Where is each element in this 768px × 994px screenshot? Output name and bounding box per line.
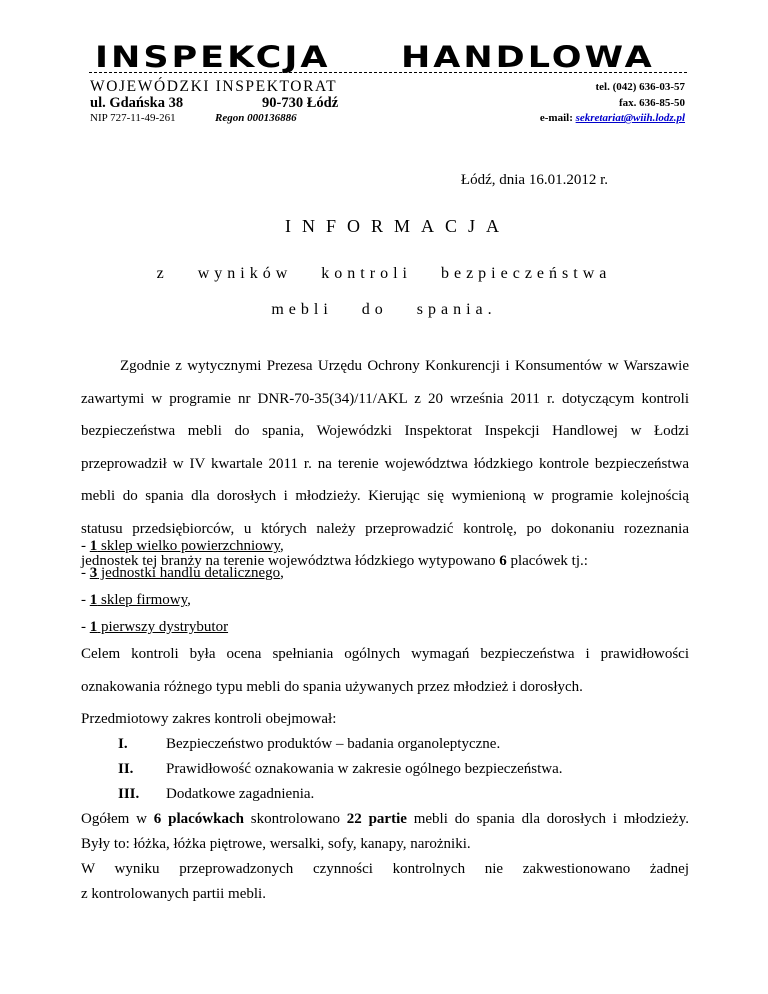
scope-numeral: III. (118, 786, 140, 802)
logo-word-inspekcja: INSPEKCJA (95, 40, 331, 75)
date-line: Łódź, dnia 16.01.2012 r. (460, 172, 608, 188)
scope-item-text: Dodatkowe zagadnienia. (166, 786, 315, 802)
outlet-item: - 1 sklep wielko powierzchniowy, (81, 538, 284, 554)
summary-outlets: 6 placówkach (153, 811, 244, 827)
nip-number: NIP 727-11-49-261 (90, 112, 176, 124)
email-link[interactable]: sekretariat@wiih.lodz.pl (575, 112, 685, 124)
telephone: tel. (042) 636-03-57 (595, 81, 685, 93)
purpose-line-1: Celem kontroli była ocena spełniania ogólnych wymagań bezpieczeństwa i prawidłowości (81, 646, 689, 662)
scope-numeral: II. (118, 761, 134, 777)
intro-text: Zgodnie z wytycznymi Prezesa Urzędu Ochrony Konkurencji i Konsumentów w Warszawie zawartymi w programie nr DNR-70-35(34)/11/AKL z 20 września 2011 r. dotyczącym kontroli bezpieczeństwa mebli do spania, Wojewódzki Inspektorat Inspekcji Handlowej w Łodzi przeprowadził w IV kwartale 2011 r. na terenie województwa łódzkiego kontrole bezpieczeństwa mebli do spania dla dorosłych i młodzieży. Kierując się wymienioną w programie kolejnością statusu przedsiębiorców, u których należy przeprowadzić kontrolę, po dokonaniu rozeznania jednostek tej branży na terenie województwa łódzkiego wytypowano (81, 358, 689, 569)
postal-city: 90-730 Łódź (262, 95, 339, 111)
purpose-line-2: oznakowania różnego typu mebli do spania używanych przez młodzież i dorosłych. (81, 679, 583, 695)
summary-line: Ogółem w 6 placówkach skontrolowano 22 partie mebli do spania dla dorosłych i młodzieży. (81, 811, 689, 827)
fax: fax. 636-85-50 (619, 97, 685, 109)
scope-item-text: Prawidłowość oznakowania w zakresie ogólnego bezpieczeństwa. (166, 761, 563, 777)
scope-item-text: Bezpieczeństwo produktów – badania organoleptyczne. (166, 736, 501, 752)
summary-batches: 22 partie (346, 811, 407, 827)
email-label: e-mail: (539, 112, 573, 124)
logo-word-handlowa: HANDLOWA (401, 40, 655, 75)
outlet-item: - 1 pierwszy dystrybutor (81, 619, 229, 635)
scope-numeral: I. (118, 736, 128, 752)
institution-name: WOJEWÓDZKI INSPEKTORAT (90, 78, 338, 95)
intro-text-end: placówek tj.: (506, 553, 588, 569)
street-address: ul. Gdańska 38 (90, 95, 184, 111)
subtitle-line-2: mebli do spania. (271, 301, 497, 318)
scope-intro: Przedmiotowy zakres kontroli obejmował: (81, 711, 337, 727)
furniture-types-line: Były to: łóżka, łóżka piętrowe, wersalki, sofy, kanapy, narożniki. (81, 836, 471, 852)
document-title: INFORMACJA (285, 216, 511, 236)
subtitle-line-1: z wyników kontroli bezpieczeństwa (156, 265, 612, 282)
result-line-1: W wyniku przeprowadzonych czynności kontrolnych nie zakwestionowano żadnej (81, 861, 689, 877)
email-line (540, 112, 685, 124)
intro-outlet-count: 6 (499, 553, 507, 569)
outlet-item: - 1 sklep firmowy, (81, 592, 191, 608)
result-line-2: z kontrolowanych partii mebli. (81, 886, 266, 902)
letterhead-divider (89, 72, 687, 73)
outlet-item: - 3 jednostki handlu detalicznego, (81, 565, 284, 581)
regon-number: Regon 000136886 (215, 112, 297, 124)
logo-inspekcja-handlowa (95, 40, 685, 75)
